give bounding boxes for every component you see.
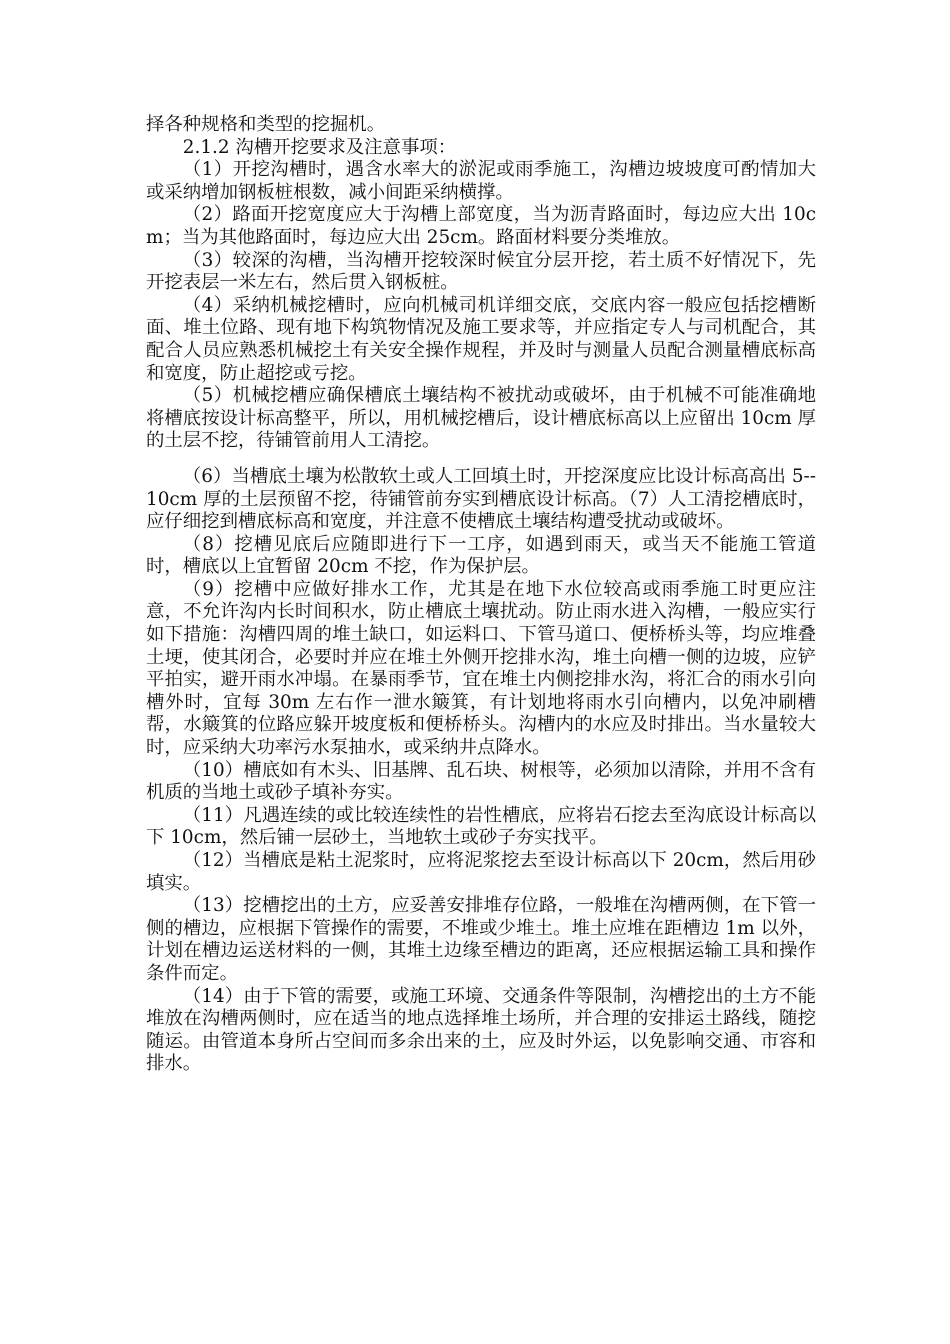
paragraph-item-5: （5）机械挖槽应确保槽底土壤结构不被扰动或破坏，由于机械不可能准确地将槽底按设计标高整平，所以，用机械挖槽后，设计槽底标高以上应留出 10cm 厚的土层不挖，待铺管前用人工清挖。	[146, 385, 816, 452]
section-heading: 2.1.2 沟槽开挖要求及注意事项：	[182, 136, 457, 158]
paragraph-item-8: （8）挖槽见底后应随即进行下一工序，如遇到雨天，或当天不能施工管道时，槽底以上宜暂留 20cm 不挖，作为保护层。	[146, 533, 816, 578]
paragraph-item-4: （4）采纳机械挖槽时，应向机械司机详细交底，交底内容一般应包括挖槽断面、堆土位路、现有地下构筑物情况及施工要求等，并应指定专人与司机配合，其配合人员应熟悉机械挖土有关安全操作规程，并及时与测量人员配合测量槽底标高和宽度，防止超挖或亏挖。	[146, 294, 816, 384]
paragraph-item-9: （9）挖槽中应做好排水工作，尤其是在地下水位较高或雨季施工时更应注意，不允许沟内长时间积水，防止槽底土壤扰动。防止雨水进入沟槽，一般应实行如下措施：沟槽四周的堆土缺口，如运料口、下管马道口、便桥桥头等，均应堆叠土埂，使其闭合，必要时并应在堆土外侧开挖排水沟，堆土向槽一侧的边坡，应铲平拍实，避开雨水冲塌。在暴雨季节，宜在堆土内侧挖排水沟，将汇合的雨水引向槽外时，宜每 30m 左右作一泄水簸箕，有计划地将雨水引向槽内，以免冲刷槽帮，水簸箕的位路应躲开坡度板和便桥桥头。沟槽内的水应及时排出。当水量较大时，应采纳大功率污水泵抽水，或采纳井点降水。	[146, 578, 816, 759]
document-body	[146, 114, 816, 1076]
paragraph-item-3: （3）较深的沟槽，当沟槽开挖较深时候宜分层开挖，若土质不好情况下，先开挖表层一米左右，然后贯入钢板桩。	[146, 249, 816, 294]
paragraph-item-11: （11）凡遇连续的或比较连续性的岩性槽底，应将岩石挖去至沟底设计标高以下 10cm，然后铺一层砂土，当地软土或砂子夯实找平。	[146, 804, 816, 849]
paragraph-item-2: （2）路面开挖宽度应大于沟槽上部宽度，当为沥青路面时，每边应大出 10cm；当为其他路面时，每边应大出 25cm。路面材料要分类堆放。	[146, 204, 816, 248]
paragraph-item-6-7: （6）当槽底土壤为松散软土或人工回填土时，开挖深度应比设计标高高出 5--10cm 厚的土层预留不挖，待铺管前夯实到槽底设计标高。（7）人工清挖槽底时，应仔细挖到槽底标高和宽度，并注意不使槽底土壤结构遭受扰动或破坏。	[146, 465, 816, 533]
paragraph-item-14: （14）由于下管的需要，或施工环境、交通条件等限制，沟槽挖出的土方不能堆放在沟槽两侧时，应在适当的地点选择堆土场所，并合理的安排运土路线，随挖随运。由管道本身所占空间而多余出来的土，应及时外运，以免影响交通、市容和排水。	[146, 985, 816, 1075]
paragraph-continuation: 择各种规格和类型的挖掘机。	[146, 114, 386, 135]
paragraph-item-13: （13）挖槽挖出的土方，应妥善安排堆存位路，一般堆在沟槽两侧，在下管一侧的槽边，应根据下管操作的需要，不堆或少堆土。堆土应堆在距槽边 1m 以外，计划在槽边运送材料的一侧，其堆土边缘至槽边的距离，还应根据运输工具和操作条件而定。	[146, 895, 816, 984]
paragraph-item-1: （1）开挖沟槽时，遇含水率大的淤泥或雨季施工，沟槽边坡坡度可酌情加大或采纳增加钢板桩根数，减小间距采纳横撑。	[146, 159, 816, 203]
paragraph-item-12: （12）当槽底是粘土泥浆时，应将泥浆挖去至设计标高以下 20cm，然后用砂填实。	[146, 850, 816, 894]
paragraph-item-10: （10）槽底如有木头、旧基牌、乱石块、树根等，必须加以清除，并用不含有机质的当地土或砂子填补夯实。	[146, 759, 816, 804]
